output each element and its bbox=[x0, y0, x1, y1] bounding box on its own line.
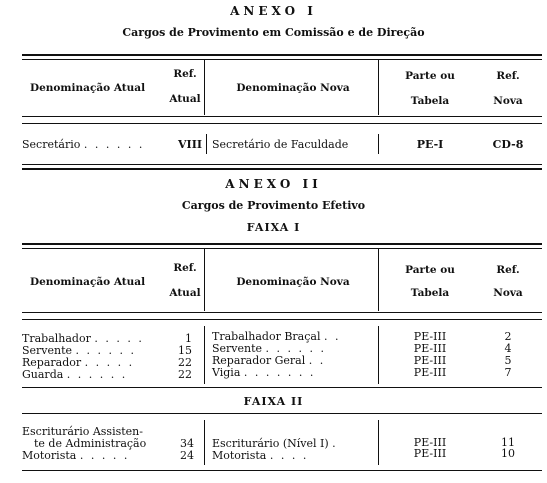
annex1-header-rule bbox=[22, 116, 542, 117]
annex2-header-ref-atual-1: Ref. bbox=[173, 262, 197, 274]
annex2-header-ref-atual-2: Atual bbox=[169, 287, 201, 299]
table-row-ref: 1 bbox=[185, 332, 192, 345]
dots: . . bbox=[323, 330, 341, 343]
atual-text: Guarda bbox=[22, 368, 64, 381]
annex1-atual-text: Secretário bbox=[22, 138, 81, 151]
annex2-header-ref-nova-2: Nova bbox=[493, 287, 523, 299]
annex2-faixa1-label: FAIXA I bbox=[246, 221, 301, 234]
annex1-row-divider bbox=[378, 134, 379, 154]
atual-text: Trabalhador bbox=[22, 332, 91, 345]
faixa2-divider bbox=[378, 420, 379, 465]
table-row-tabela: PE-III bbox=[413, 436, 447, 449]
faixa1-divider bbox=[378, 326, 379, 384]
annex2-header-rule-2 bbox=[22, 319, 542, 320]
table-row-ref: 34 bbox=[180, 437, 194, 450]
dots: . . . . . bbox=[94, 332, 144, 345]
annex1-cell-atual bbox=[22, 139, 144, 150]
annex2-header-denominacao-nova: Denominação Nova bbox=[236, 276, 350, 288]
nova-text: Motorista bbox=[212, 449, 267, 462]
annex2-header-rule bbox=[22, 312, 542, 313]
dots: . . . . bbox=[269, 449, 309, 462]
faixa2-bottom-rule bbox=[22, 470, 542, 471]
annex1-cell-nova: Secretário de Faculdade bbox=[212, 138, 349, 151]
faixa2-divider bbox=[204, 420, 205, 465]
table-row-refnova: 5 bbox=[504, 354, 512, 367]
annex2-subtitle: Cargos de Provimento Efetivo bbox=[181, 199, 366, 212]
table-row-tabela: PE-III bbox=[413, 354, 447, 367]
faixa1-bottom-rule bbox=[22, 387, 542, 388]
annex1-header-denominacao-atual: Denominação Atual bbox=[30, 82, 146, 94]
annex2-divider bbox=[204, 249, 205, 311]
annex1-divider bbox=[378, 60, 379, 115]
nova-text: Reparador Geral bbox=[212, 354, 306, 367]
table-row-refnova: 10 bbox=[501, 447, 515, 460]
annex1-header-rule-2 bbox=[22, 123, 542, 124]
atual-text: Servente bbox=[22, 344, 73, 357]
annex2-header-ref-nova-1: Ref. bbox=[496, 264, 520, 276]
table-row-ref: 24 bbox=[180, 449, 194, 462]
table-row-nova bbox=[212, 450, 308, 461]
annex2-header-parte-1: Parte ou bbox=[405, 264, 455, 276]
table-row-atual bbox=[22, 333, 144, 344]
dots: . bbox=[332, 437, 338, 450]
table-row-atual bbox=[22, 357, 134, 368]
faixa2-top-rule bbox=[22, 413, 542, 414]
nova-text: Servente bbox=[212, 342, 263, 355]
table-row-ref: 22 bbox=[178, 368, 192, 381]
atual-text: Reparador bbox=[22, 356, 82, 369]
table-row-nova bbox=[212, 355, 325, 366]
annex1-row-divider bbox=[206, 134, 207, 154]
annex1-cell-ref: VIII bbox=[178, 138, 202, 151]
table-row-refnova: 4 bbox=[504, 342, 512, 355]
dots: . . . . . bbox=[79, 449, 130, 462]
nova-text: Trabalhador Braçal bbox=[212, 330, 321, 343]
table-row-nova bbox=[212, 343, 326, 354]
annex1-title: ANEXO I bbox=[230, 4, 317, 18]
annex1-header-ref-nova-2: Nova bbox=[493, 95, 523, 107]
annex1-cell-tabela: PE-I bbox=[416, 138, 444, 151]
table-row-tabela: PE-III bbox=[413, 330, 447, 343]
annex1-atual-dots: . . . . . . bbox=[83, 138, 145, 151]
table-row-nova bbox=[212, 331, 340, 342]
annex1-top-rule bbox=[22, 54, 542, 56]
annex1-header-ref-nova-1: Ref. bbox=[496, 70, 520, 82]
table-row-atual bbox=[22, 450, 129, 461]
annex1-bottom-rule-thick bbox=[22, 168, 542, 170]
table-row-refnova: 7 bbox=[504, 366, 512, 379]
table-row-tabela: PE-III bbox=[413, 342, 447, 355]
table-row-nova bbox=[212, 438, 338, 449]
table-row-refnova: 2 bbox=[504, 330, 512, 343]
annex2-top-rule bbox=[22, 243, 542, 245]
atual-text: Motorista bbox=[22, 449, 77, 462]
annex2-top-rule-thin bbox=[22, 248, 542, 249]
annex2-header-denominacao-atual: Denominação Atual bbox=[30, 276, 146, 288]
nova-text: Vigia bbox=[212, 366, 241, 379]
annex1-header-ref-atual-1: Ref. bbox=[173, 68, 197, 80]
table-row-atual bbox=[22, 345, 136, 356]
table-row-atual bbox=[22, 369, 127, 380]
table-row-ref: 22 bbox=[178, 356, 192, 369]
table-row-tabela: PE-III bbox=[413, 447, 447, 460]
annex1-header-parte-2: Tabela bbox=[410, 95, 450, 107]
nova-text: Escriturário (Nível I) bbox=[212, 437, 329, 450]
table-row-refnova: 11 bbox=[501, 436, 515, 449]
table-row-nova bbox=[212, 367, 315, 378]
annex2-faixa2-label: FAIXA II bbox=[243, 395, 304, 408]
annex1-header-ref-atual-2: Atual bbox=[169, 93, 201, 105]
dots: . . . . . . bbox=[75, 344, 137, 357]
annex1-subtitle: Cargos de Provimento em Comissão e de Direção bbox=[122, 26, 425, 39]
dots: . . . . . . bbox=[66, 368, 128, 381]
annex2-divider bbox=[378, 249, 379, 311]
dots: . . . . . . . bbox=[243, 366, 316, 379]
annex1-cell-refnova: CD-8 bbox=[492, 138, 524, 151]
annex1-header-denominacao-nova: Denominação Nova bbox=[236, 82, 350, 94]
annex1-top-rule-thin bbox=[22, 59, 542, 60]
faixa1-divider bbox=[204, 326, 205, 384]
annex2-title: ANEXO II bbox=[225, 177, 322, 191]
table-row-atual: Escriturário Assisten- bbox=[22, 425, 143, 438]
table-row-atual-cont: te de Administração bbox=[34, 437, 147, 450]
annex1-divider bbox=[204, 60, 205, 115]
table-row-ref: 15 bbox=[178, 344, 192, 357]
dots: . . . . . . bbox=[265, 342, 327, 355]
table-row-tabela: PE-III bbox=[413, 366, 447, 379]
annex1-header-parte-1: Parte ou bbox=[405, 70, 455, 82]
annex1-bottom-rule bbox=[22, 164, 542, 165]
dots: . . . . . bbox=[84, 356, 135, 369]
annex2-header-parte-2: Tabela bbox=[410, 287, 450, 299]
dots: . . bbox=[308, 354, 326, 367]
